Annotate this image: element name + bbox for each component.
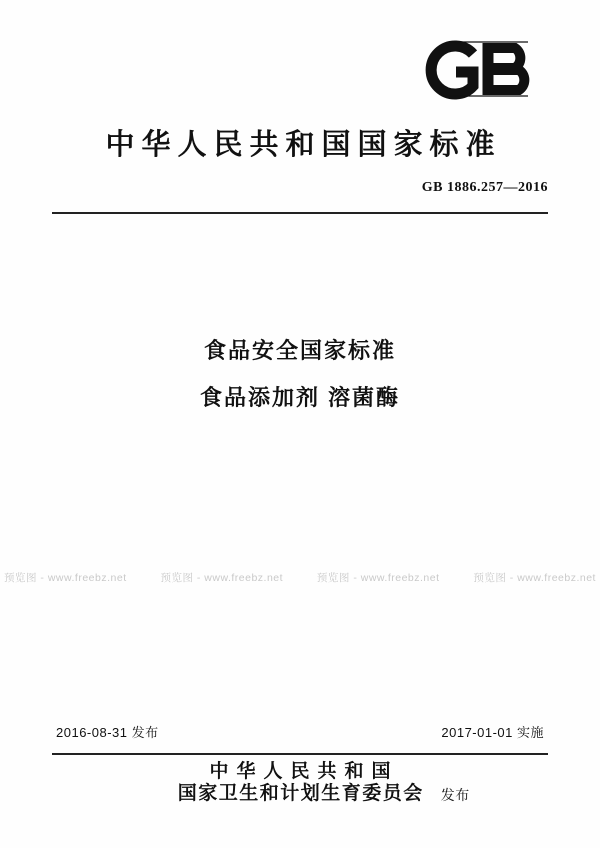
publisher-line-1: 中华人民共和国: [209, 761, 399, 782]
issue-date: 2016-08-31 发布: [56, 725, 159, 740]
footer-divider: [52, 753, 548, 755]
document-title-line-2: 食品添加剂 溶菌酶: [199, 385, 401, 410]
watermark-text: 预览图 - www.freebz.net: [160, 571, 284, 584]
watermark-text: 预览图 - www.freebz.net: [316, 571, 440, 584]
gb-logo-icon: [416, 34, 548, 104]
header-divider: [52, 212, 548, 214]
publisher-inner: [176, 761, 470, 805]
publisher-line-2: 国家卫生和计划生育委员会: [177, 783, 424, 804]
effective-date: 2017-01-01 实施: [441, 725, 544, 740]
watermark-text: 预览图 - www.freebz.net: [473, 571, 596, 584]
standard-number: GB 1886.257—2016: [421, 180, 548, 195]
watermark-band: [0, 568, 600, 586]
publisher-block: [0, 761, 600, 805]
publisher-suffix: 发布: [440, 787, 470, 803]
document-title-line-1: 食品安全国家标准: [203, 338, 396, 363]
national-standard-title: 中华人民共和国国家标准: [105, 129, 502, 161]
watermark-text: 预览图 - www.freebz.net: [4, 571, 127, 584]
